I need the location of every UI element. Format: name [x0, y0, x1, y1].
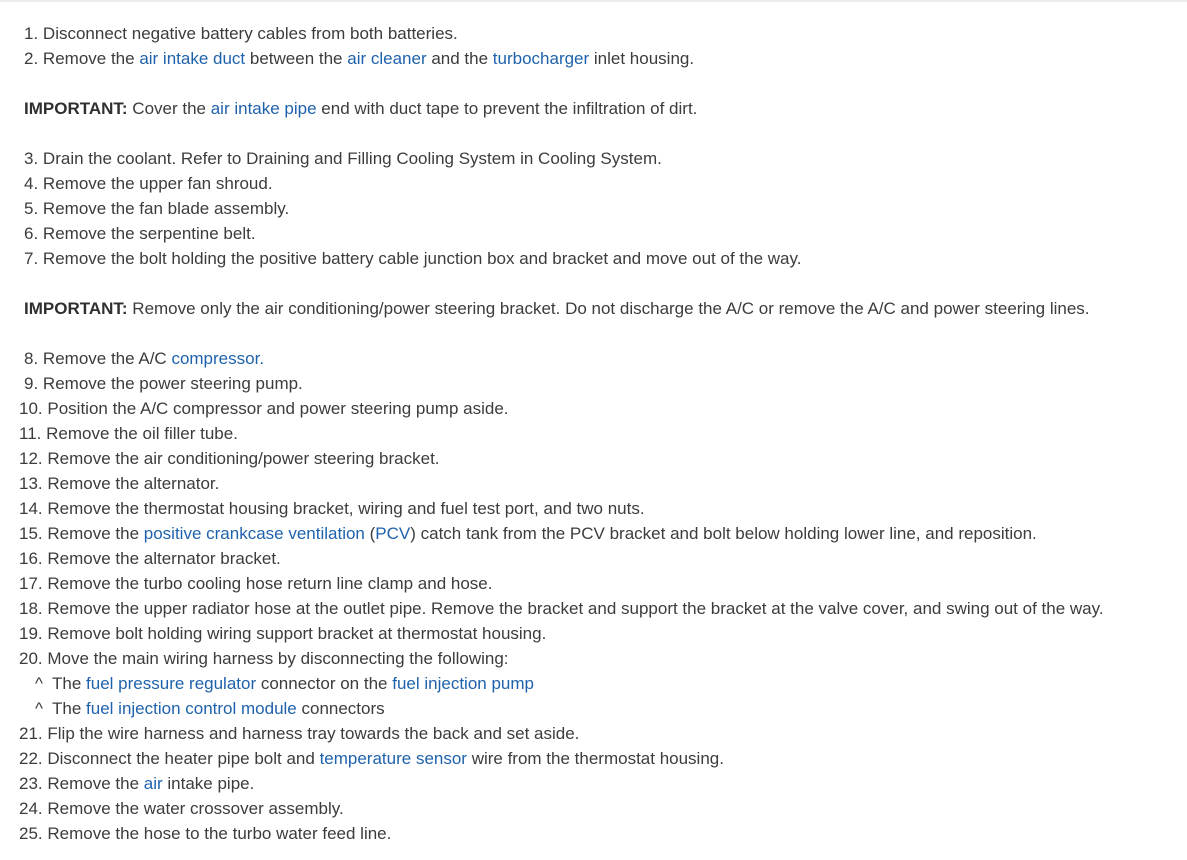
pcv-link[interactable]: PCV [375, 524, 411, 543]
caret-icon: ^ [35, 674, 43, 693]
spacer [0, 321, 1187, 346]
step-14 [0, 496, 1187, 521]
step-5 [0, 196, 1187, 221]
step-7 [0, 246, 1187, 271]
step-text: and the [426, 49, 493, 68]
step-text: Remove the [47, 524, 144, 543]
step-23 [0, 771, 1187, 796]
step-text: intake pipe. [162, 774, 255, 793]
step-number: 15. [19, 524, 43, 543]
important-note-1 [0, 96, 1187, 121]
note-text: Cover the [127, 99, 211, 118]
step-11 [0, 421, 1187, 446]
step-number: 9. [24, 374, 39, 393]
air-cleaner-link[interactable]: air cleaner [347, 49, 427, 68]
step-text: Move the main wiring harness by disconnecting the following: [47, 649, 509, 668]
step-9 [0, 371, 1187, 396]
step-number: 8. [24, 349, 39, 368]
spacer [0, 121, 1187, 146]
step-20 [0, 646, 1187, 671]
step-number: 6. [24, 224, 39, 243]
step-number: 19. [19, 624, 43, 643]
fuel-injection-pump-link[interactable]: fuel injection pump [392, 674, 534, 693]
step-number: 14. [19, 499, 43, 518]
sub-item-1 [0, 671, 1187, 696]
step-number: 1. [24, 24, 39, 43]
step-number: 18. [19, 599, 43, 618]
step-number: 24. [19, 799, 43, 818]
step-number: 20. [19, 649, 43, 668]
step-number: 17. [19, 574, 43, 593]
step-text: Remove the power steering pump. [42, 374, 303, 393]
top-divider [0, 0, 1187, 2]
step-text: Remove the [47, 774, 144, 793]
sub-item-text: The [52, 699, 87, 718]
sub-item-text: connector on the [256, 674, 393, 693]
air-intake-duct-link[interactable]: air intake duct [139, 49, 246, 68]
positive-crankcase-ventilation-link[interactable]: positive crankcase ventilation [143, 524, 365, 543]
step-text: wire from the thermostat housing. [466, 749, 724, 768]
step-text: Remove the fan blade assembly. [42, 199, 290, 218]
step-number: 10. [19, 399, 43, 418]
important-label: IMPORTANT: [24, 299, 128, 318]
step-15 [0, 521, 1187, 546]
step-text: Drain the coolant. Refer to Draining and Filling Cooling System in Cooling System. [42, 149, 662, 168]
note-text: Remove only the air conditioning/power steering bracket. Do not discharge the A/C or remove the A/C and power steering lines. [127, 299, 1090, 318]
step-text: Remove the serpentine belt. [42, 224, 256, 243]
step-text: Remove the alternator bracket. [47, 549, 281, 568]
step-4 [0, 171, 1187, 196]
step-text: between the [245, 49, 348, 68]
step-text: Position the A/C compressor and power steering pump aside. [47, 399, 509, 418]
step-text: Remove bolt holding wiring support bracket at thermostat housing. [47, 624, 547, 643]
step-number: 16. [19, 549, 43, 568]
step-number: 2. [24, 49, 39, 68]
step-text: Remove the [42, 49, 140, 68]
air-link[interactable]: air [143, 774, 163, 793]
step-text: Remove the oil filler tube. [46, 424, 238, 443]
step-8 [0, 346, 1187, 371]
step-22 [0, 746, 1187, 771]
step-number: 5. [24, 199, 39, 218]
step-number: 4. [24, 174, 39, 193]
compressor-link[interactable]: compressor [171, 349, 260, 368]
step-1 [0, 21, 1187, 46]
note-text: end with duct tape to prevent the infiltration of dirt. [316, 99, 698, 118]
step-2 [0, 46, 1187, 71]
step-number: 22. [19, 749, 43, 768]
step-text: . [259, 349, 265, 368]
step-19 [0, 621, 1187, 646]
caret-icon: ^ [35, 699, 43, 718]
step-number: 21. [19, 724, 43, 743]
step-number: 23. [19, 774, 43, 793]
step-text: ) catch tank from the PCV bracket and bolt below holding lower line, and reposition. [410, 524, 1037, 543]
spacer [0, 271, 1187, 296]
step-number: 3. [24, 149, 39, 168]
step-number: 12. [19, 449, 43, 468]
step-text: Remove the turbo cooling hose return line clamp and hose. [47, 574, 493, 593]
step-number: 7. [24, 249, 39, 268]
fuel-injection-control-module-link[interactable]: fuel injection control module [86, 699, 297, 718]
step-text: Remove the water crossover assembly. [47, 799, 344, 818]
step-25 [0, 821, 1187, 846]
step-text: Remove the air conditioning/power steering bracket. [47, 449, 440, 468]
step-10 [0, 396, 1187, 421]
step-text: ( [364, 524, 376, 543]
step-text: Remove the thermostat housing bracket, wiring and fuel test port, and two nuts. [47, 499, 645, 518]
step-number: 13. [19, 474, 43, 493]
step-text: Remove the upper radiator hose at the outlet pipe. Remove the bracket and support the bracket at the valve cover, and swing out of the way. [47, 599, 1104, 618]
step-3 [0, 146, 1187, 171]
step-text: Remove the upper fan shroud. [42, 174, 273, 193]
step-18 [0, 596, 1187, 621]
step-text: inlet housing. [589, 49, 695, 68]
step-text: Disconnect the heater pipe bolt and [47, 749, 320, 768]
step-text: Disconnect negative battery cables from both batteries. [42, 24, 458, 43]
step-21 [0, 721, 1187, 746]
step-16 [0, 546, 1187, 571]
step-text: Flip the wire harness and harness tray towards the back and set aside. [47, 724, 580, 743]
step-17 [0, 571, 1187, 596]
air-intake-pipe-link[interactable]: air intake pipe [210, 99, 317, 118]
spacer [0, 71, 1187, 96]
step-text: Remove the A/C [42, 349, 172, 368]
step-number: 11. [19, 424, 42, 443]
step-6 [0, 221, 1187, 246]
step-text: Remove the alternator. [47, 474, 220, 493]
sub-item-text: connectors [296, 699, 385, 718]
step-12 [0, 446, 1187, 471]
important-note-2 [0, 296, 1187, 321]
step-24 [0, 796, 1187, 821]
step-13 [0, 471, 1187, 496]
procedure-document [0, 21, 1187, 846]
step-number: 25. [19, 824, 43, 843]
turbocharger-link[interactable]: turbocharger [492, 49, 590, 68]
sub-item-text: The [52, 674, 87, 693]
step-text: Remove the hose to the turbo water feed line. [47, 824, 392, 843]
important-label: IMPORTANT: [24, 99, 128, 118]
step-text: Remove the bolt holding the positive battery cable junction box and bracket and move out of the way. [42, 249, 802, 268]
sub-item-2 [0, 696, 1187, 721]
temperature-sensor-link[interactable]: temperature sensor [319, 749, 467, 768]
fuel-pressure-regulator-link[interactable]: fuel pressure regulator [86, 674, 257, 693]
